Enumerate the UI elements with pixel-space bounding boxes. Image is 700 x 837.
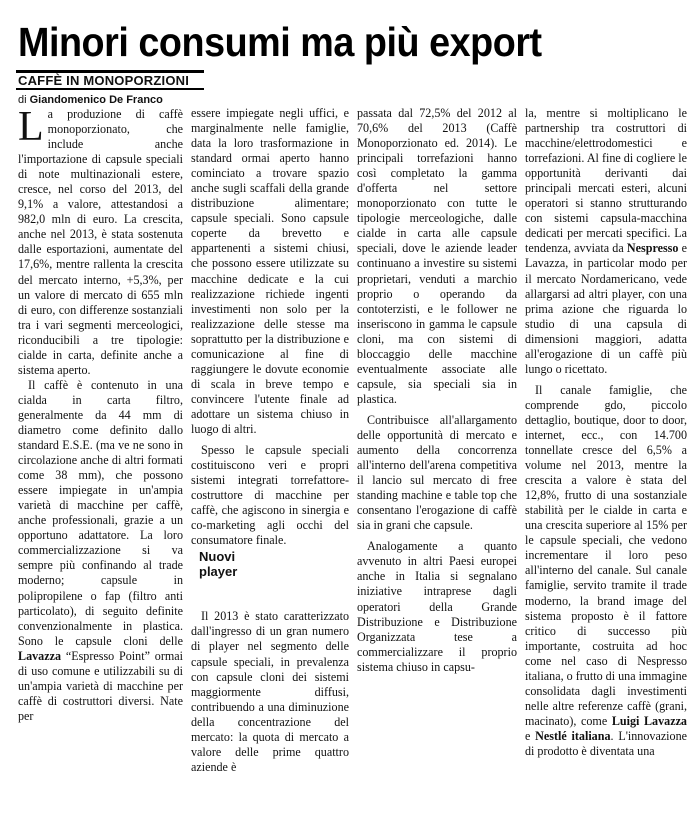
section-subhead: [199, 549, 349, 579]
paragraph-text: passata dal 72,5% del 2012 al 70,6% del 2013 (Caffè Monoporzionato ed. 2014). Le principali torrefazioni hanno così completato la gamma d'offerta nel settore monoporzionato con tutte le tipologie merceologiche, dalle cialde in carta alle capsule speciali, dove le aziende leader continuano a investire su sistemi proprietari, venduti a marchio proprio o operando da contoterzisti, e le follower ne inseriscono in gamma le capsule cloni, ma con sistemi di bloccaggio delle macchine eventualmente associate alle capsule, sia speciali sia in plastica.: [357, 106, 517, 406]
article-headline: Minori consumi ma più export: [18, 19, 542, 65]
byline-prefix: di: [18, 94, 27, 106]
paragraph: [525, 383, 687, 759]
article-column-1: [18, 107, 183, 837]
article-column-4: [525, 106, 687, 836]
byline-author: Giandomenico De Franco: [29, 94, 163, 106]
paragraph: [191, 443, 349, 548]
article-column-2: [191, 106, 349, 836]
paragraph: [191, 106, 349, 437]
paragraph: [18, 107, 183, 378]
brand-name: Nestlé italiana: [535, 728, 611, 743]
paragraph-text: Spesso le capsule speciali costituiscono veri e propri sistemi integrati torrefattore-costruttore di macchine per caffè, che agiscono in sinergia e co-marketing agli occhi del consumatore finale.: [191, 443, 349, 548]
paragraph-text: essere impiegate negli uffici, e marginalmente nelle famiglie, data la loro trasformazione in standard ormai aperto hanno cominciato a trovare spazio anche sugli scaffali della grande distribuzione alimentare; capsule speciali. Sono capsule coperte da brevetto e appartenenti a sistemi chiusi, che possono essere utilizzate su macchine dedicate e la cui realizzazione richiede ingenti investimenti non solo per la realizzazione delle stesse ma soprattutto per la distribuzione e comunicazione al fine di raggiungere le dovute economie di scala in breve tempo e convincere l'utente finale ad adottare un sistema chiuso in luogo di altri.: [191, 106, 349, 436]
paragraph-text: . L'innovazione di prodotto è diventata una: [525, 728, 687, 758]
paragraph-text: Contribuisce all'allargamento delle opportunità di mercato e aumento della concorrenza all'interno dell'arena competitiva il lancio sul mercato di free standing machine e table top che consentano l'erogazione di caffè sia in grani che capsule.: [357, 412, 517, 533]
paragraph-text: la, mentre si moltiplicano le partnership tra costruttori di macchine/elettrodomestici e torrefazioni. Al fine di cogliere le opportunità derivanti dai principali mercati esteri, alcuni operatori si stanno strutturando con sistemi capsula-macchina dedicati per mercati specifici. La tendenza, avviata da: [525, 106, 687, 256]
subhead-line: Nuovi: [199, 549, 236, 565]
kicker-label: CAFFÈ IN MONOPORZIONI: [18, 73, 190, 88]
paragraph-text: e: [525, 728, 536, 743]
paragraph-text: “Espresso Point” ormai di uso comune e utilizzabili su di un'ampia varietà di macchine per caffè di costruttori diversi. Nate per: [18, 648, 183, 723]
paragraph: [18, 378, 183, 724]
paragraph: [357, 539, 517, 674]
byline: [18, 94, 163, 107]
article-column-3: [357, 106, 517, 836]
subhead-line: player: [199, 564, 238, 580]
drop-cap: L: [18, 107, 44, 150]
paragraph-text: e Lavazza, in particolar modo per il mercato Nordamericano, vede allargarsi ad altri player, con una prima azione che riguarda lo studio di una capsula di dimensioni maggiori, adatta all'erogazione di un caffè più lungo o ricettato.: [525, 241, 687, 376]
paragraph-text: a produzione di caffè monoporzionato, che include anche l'importazione di capsule speciali di note multinazionali estere, cresce, nel corso del 2013, del 9,1% a valore, attestandosi a 982,0 mln di euro. La crescita, anche nel 2013, è stata sostenuta dalle esportazioni, aumentate del 17,6%, mentre rallenta la crescita del mercato interno, +5,3%, per un valore di mercato di 655 mln di euro, con differenze sostanziali tra i vari segmenti merceologici, riconducibili a tre tipologie: cialde in carta, definite anche a sistema aperto.: [18, 107, 183, 377]
paragraph: [191, 609, 349, 775]
brand-name: Lavazza: [18, 648, 61, 663]
paragraph: [525, 106, 687, 377]
paragraph-text: Il canale famiglie, che comprende gdo, piccolo dettaglio, boutique, door to door, internet, ecc., con 14.700 tonnellate cresce del 6,5% a volume nel 2013, mentre la crescita a valore è stata del 12,8%, frutto di una sostanziale stabilità per le cialde in carta e una crescita superiore al 15% per le capsule speciali, che vedono incrementare il loro peso all'interno del canale. Sul canale famiglie, servito tramite il trade moderno, la brand image del sistema proposto è il fattore critico di successo più importante, costruita ad hoc come nel caso di Nespresso italiana, o frutto di una immagine consolidata dagli investimenti nelle altre referenze caffè (grani, macinato), come: [525, 382, 687, 728]
paragraph-text: Il caffè è contenuto in una cialda in carta filtro, generalmente da 44 mm di diametro come definito dallo standard E.S.E. (ma ve ne sono in circolazione anche di altri formati come 38 mm), che possono essere impiegate in un'ampia varietà di macchine per caffè, anche professionali, grazie a un opportuno adattatore. La loro commercializzazione si va sempre più confinando al trade moderno; capsule in polipropilene o fap (filtro anti particolato), di seguito definite convenzionalmente in plastica. Sono le capsule cloni delle: [18, 377, 183, 648]
paragraph-text: Il 2013 è stato caratterizzato dall'ingresso di un gran numero di player nel segmento delle capsule speciali, in prevalenza con capsule cloni dei sistemi maggiormente diffusi, contribuendo a una diminuzione della concentrazione del mercato: la quota di mercato a valore delle prime quattro aziende è: [191, 609, 349, 774]
paragraph: [357, 413, 517, 533]
brand-name: Nespresso: [626, 241, 679, 256]
paragraph: [357, 106, 517, 407]
brand-name: Luigi Lavazza: [611, 713, 687, 728]
section-kicker: [16, 70, 204, 90]
paragraph-text: Analogamente a quanto avvenuto in altri Paesi europei anche in Italia si segnalano iniziative intraprese dagli operatori della Grande Distribuzione e Distribuzione Organizzata tese a commercializzare il proprio sistema chiuso in capsu-: [357, 539, 517, 674]
